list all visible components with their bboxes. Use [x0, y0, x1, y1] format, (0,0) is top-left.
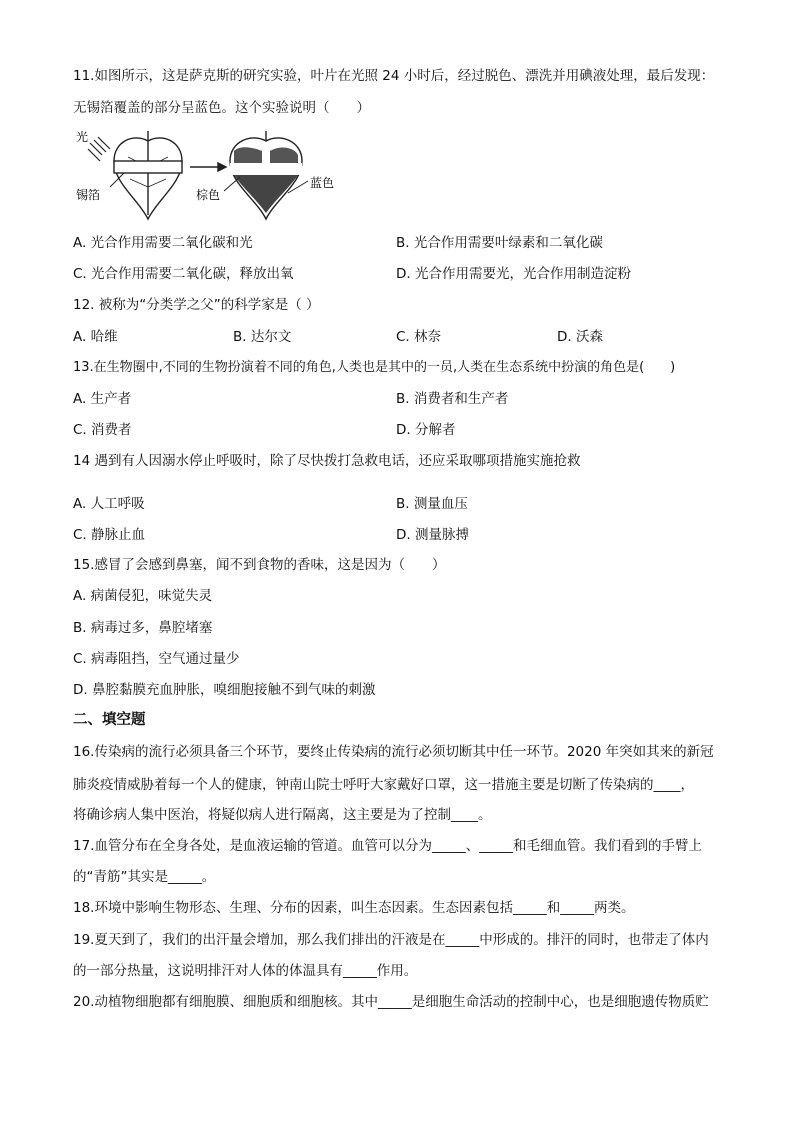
q15-option-d: D. 鼻腔黏膜充血肿胀，嗅细胞接触不到气味的刺激 [73, 682, 376, 698]
label-foil: 锡箔 [76, 188, 101, 202]
q11-option-c: C. 光合作用需要二氧化碳，释放出氧 [73, 266, 294, 282]
q12-stem: 12. 被称为“分类学之父”的科学家是（ ） [73, 297, 320, 313]
q14-option-b: B. 测量血压 [396, 496, 468, 512]
q16-line3: 将确诊病人集中医治，将疑似病人进行隔离，这主要是为了控制____。 [73, 807, 492, 823]
leaf-experiment-illustration [76, 127, 338, 223]
q13-option-a: A. 生产者 [73, 391, 132, 407]
q16-line2: 肺炎疫情威胁着每一个人的健康，钟南山院士呼吁大家戴好口罩，这一措施主要是切断了传染病的____， [73, 777, 694, 793]
leaf-left-icon [114, 131, 182, 219]
q14-option-d: D. 测量脉搏 [396, 527, 469, 543]
leaf-right-icon [230, 131, 302, 219]
light-rays-icon [88, 137, 110, 161]
q16-line1: 16.传染病的流行必须具备三个环节，要终止传染病的流行必须切断其中任一环节。2020 年突如其来的新冠 [73, 744, 714, 760]
q13-option-d: D. 分解者 [396, 422, 456, 438]
q11-experiment-figure [76, 127, 338, 223]
q14-option-c: C. 静脉止血 [73, 527, 146, 543]
arrow-right-icon [190, 163, 226, 171]
q11-stem-line1: 11.如图所示，这是萨克斯的研究实验，叶片在光照 24 小时后，经过脱色、漂洗并用碘液处理，最后发现： [73, 68, 715, 84]
label-light: 光 [76, 130, 89, 144]
q13-stem: 13.在生物圈中,不同的生物扮演着不同的角色,人类也是其中的一员,人类在生态系统中扮演的角色是( ) [73, 360, 676, 375]
section-heading-fill-in: 二、填空题 [73, 712, 146, 728]
q11-option-d: D. 光合作用需要光，光合作用制造淀粉 [396, 266, 631, 282]
q18-line1: 18.环境中影响生物形态、生理、分布的因素，叫生态因素。生态因素包括_____和_____两类。 [73, 900, 635, 916]
q15-option-c: C. 病毒阻挡，空气通过量少 [73, 651, 240, 667]
q14-stem: 14 遇到有人因溺水停止呼吸时，除了尽快拨打急救电话，还应采取哪项措施实施抢救 [73, 453, 581, 469]
q12-option-d: D. 沃森 [557, 329, 603, 345]
q17-line2: 的“青筋”其实是_____。 [73, 869, 216, 885]
q11-option-a: A. 光合作用需要二氧化碳和光 [73, 235, 253, 251]
q20-line1: 20.动植物细胞都有细胞膜、细胞质和细胞核。其中_____是细胞生命活动的控制中心，也是细胞遗传物质贮 [73, 994, 709, 1010]
label-brown: 棕色 [196, 188, 221, 202]
q11-stem-line2: 无锡箔覆盖的部分呈蓝色。这个实验说明（ ） [73, 100, 370, 116]
q15-option-b: B. 病毒过多，鼻腔堵塞 [73, 620, 213, 636]
q14-option-a: A. 人工呼吸 [73, 496, 145, 512]
q12-option-a: A. 哈维 [73, 329, 118, 345]
q12-option-b: B. 达尔文 [233, 329, 292, 345]
q19-line2: 的一部分热量，这说明排汗对人体的体温具有_____作用。 [73, 963, 418, 979]
q15-stem: 15.感冒了会感到鼻塞，闻不到食物的香味，这是因为（ ） [73, 557, 446, 573]
q13-option-c: C. 消费者 [73, 422, 132, 438]
q13-option-b: B. 消费者和生产者 [396, 391, 509, 407]
q15-option-a: A. 病菌侵犯，味觉失灵 [73, 588, 213, 604]
q19-line1: 19.夏天到了，我们的出汗量会增加，那么我们排出的汗液是在_____中形成的。排汗的同时，也带走了体内 [73, 932, 709, 948]
q12-option-c: C. 林奈 [396, 329, 442, 345]
label-blue: 蓝色 [310, 176, 335, 190]
q11-option-b: B. 光合作用需要叶绿素和二氧化碳 [396, 235, 603, 251]
q17-line1: 17.血管分布在全身各处，是血液运输的管道。血管可以分为_____、_____和毛细血管。我们看到的手臂上 [73, 838, 702, 854]
